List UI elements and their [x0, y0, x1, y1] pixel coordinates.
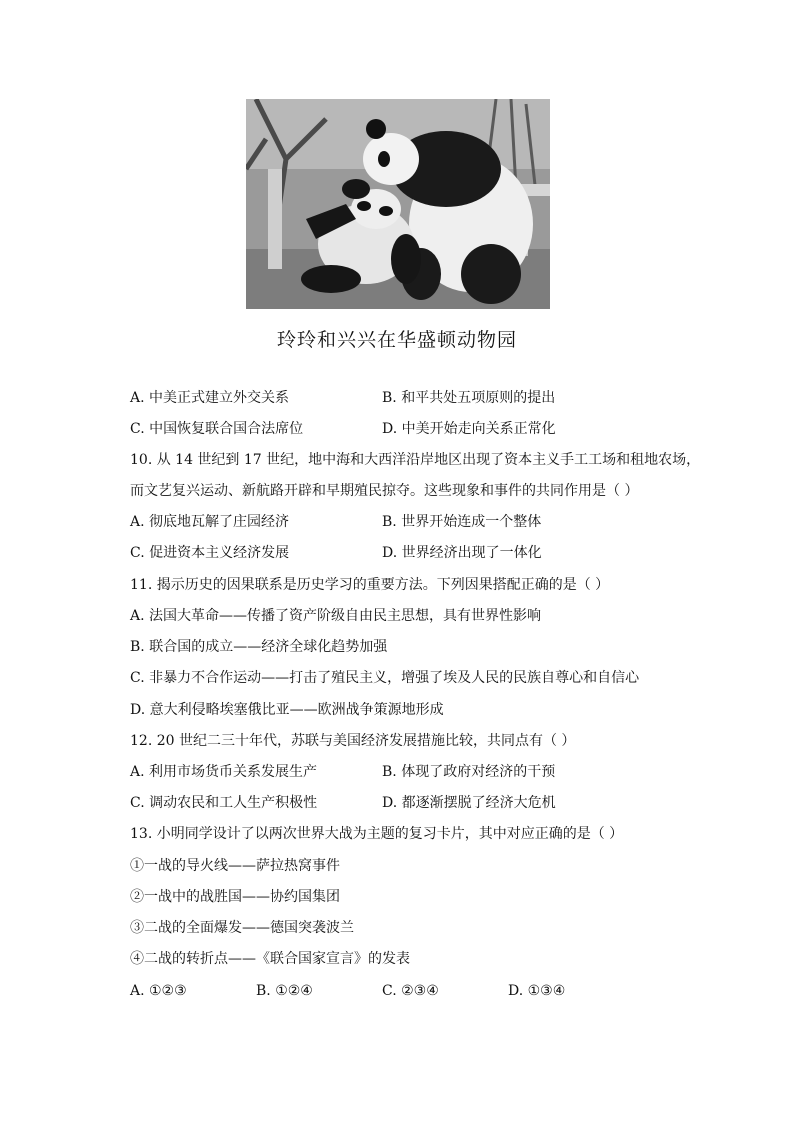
q9-option-b: B. 和平共处五项原则的提出: [382, 390, 556, 406]
q13-option-b: B. ①②④: [256, 983, 313, 999]
q10-option-d: D. 世界经济出现了一体化: [382, 545, 542, 561]
q12-option-d: D. 都逐渐摆脱了经济大危机: [382, 795, 556, 811]
q11-option-c: C. 非暴力不合作运动——打击了殖民主义，增强了埃及人民的民族自尊心和自信心: [130, 670, 640, 686]
q10-option-c: C. 促进资本主义经济发展: [130, 545, 290, 561]
q12-option-a: A. 利用市场货币关系发展生产: [130, 764, 318, 780]
q13-option-c: C. ②③④: [382, 983, 439, 999]
q13-item-2: ②一战中的战胜国——协约国集团: [130, 889, 340, 905]
q9-option-c: C. 中国恢复联合国合法席位: [130, 421, 304, 437]
panda-photo-drawing: [246, 99, 550, 309]
q10-stem-line1: 10. 从 14 世纪到 17 世纪，地中海和大西洋沿岸地区出现了资本主义手工工场和租地农场，: [130, 452, 701, 468]
q10-option-b: B. 世界开始连成一个整体: [382, 514, 542, 530]
q13-item-4: ④二战的转折点——《联合国家宣言》的发表: [130, 951, 410, 967]
q10-option-a: A. 彻底地瓦解了庄园经济: [130, 514, 290, 530]
figure-caption: 玲玲和兴兴在华盛顿动物园: [276, 329, 517, 351]
panda-photo: [246, 99, 550, 309]
q11-stem: 11. 揭示历史的因果联系是历史学习的重要方法。下列因果搭配正确的是（ ）: [130, 577, 610, 593]
q13-item-1: ①一战的导火线——萨拉热窝事件: [130, 858, 340, 874]
q11-option-b: B. 联合国的成立——经济全球化趋势加强: [130, 639, 388, 655]
q13-option-d: D. ①③④: [508, 983, 566, 999]
q13-item-3: ③二战的全面爆发——德国突袭波兰: [130, 920, 354, 936]
q11-option-d: D. 意大利侵略埃塞俄比亚——欧洲战争策源地形成: [130, 702, 444, 718]
q10-stem-line2: 而文艺复兴运动、新航路开辟和早期殖民掠夺。这些现象和事件的共同作用是（ ）: [130, 483, 639, 499]
q12-stem: 12. 20 世纪二三十年代，苏联与美国经济发展措施比较，共同点有（ ）: [130, 733, 576, 749]
q11-option-a: A. 法国大革命——传播了资产阶级自由民主思想，具有世界性影响: [130, 608, 542, 624]
q9-option-d: D. 中美开始走向关系正常化: [382, 421, 556, 437]
q13-option-a: A. ①②③: [130, 983, 187, 999]
q12-option-b: B. 体现了政府对经济的干预: [382, 764, 556, 780]
q12-option-c: C. 调动农民和工人生产积极性: [130, 795, 318, 811]
q9-option-a: A. 中美正式建立外交关系: [130, 390, 290, 406]
q13-stem: 13. 小明同学设计了以两次世界大战为主题的复习卡片，其中对应正确的是（ ）: [130, 826, 624, 842]
